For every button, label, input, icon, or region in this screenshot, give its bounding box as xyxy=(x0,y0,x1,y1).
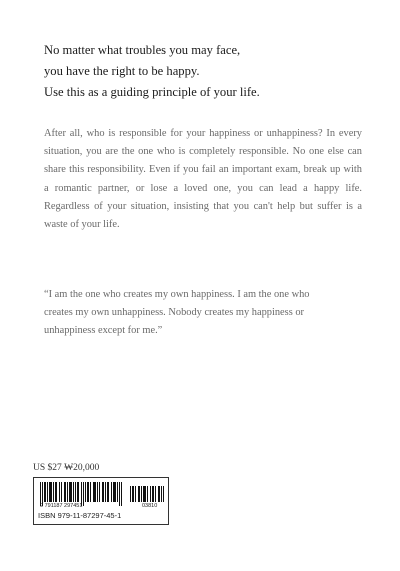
lead-line-1: No matter what troubles you may face, xyxy=(44,43,241,57)
price-label: US $27 ₩20,000 xyxy=(33,463,100,473)
body-paragraph: After all, who is responsible for your happiness or unhappiness? In every situation, you are the one who is completely responsible. No one else can share this responsibility. Even if you fail an important exam, break up with a romantic partner, or lose a loved one, you can lead a happy life. Regardless of your situation, insisting that you can't help but suffer is a waste of your life. xyxy=(44,128,362,231)
lead-statement xyxy=(44,40,374,103)
lead-line-2: you have the right to be happy. xyxy=(44,64,200,78)
isbn-number: ISBN 979-11-87297-45-1 xyxy=(38,511,122,520)
isbn-barcode xyxy=(33,477,169,525)
lead-line-3: Use this as a guiding principle of your life. xyxy=(44,85,260,99)
quote-line-3: unhappiness except for me.” xyxy=(44,325,163,337)
barcode-main-digits: 9 791187 297451 xyxy=(40,503,83,509)
barcode-addon-digits: 03810 xyxy=(142,503,158,509)
quote-block xyxy=(44,286,364,341)
quote-line-2: creates my own unhappiness. Nobody creates my happiness or xyxy=(44,307,304,319)
quote-line-1: “I am the one who creates my own happiness. I am the one who xyxy=(44,289,310,300)
